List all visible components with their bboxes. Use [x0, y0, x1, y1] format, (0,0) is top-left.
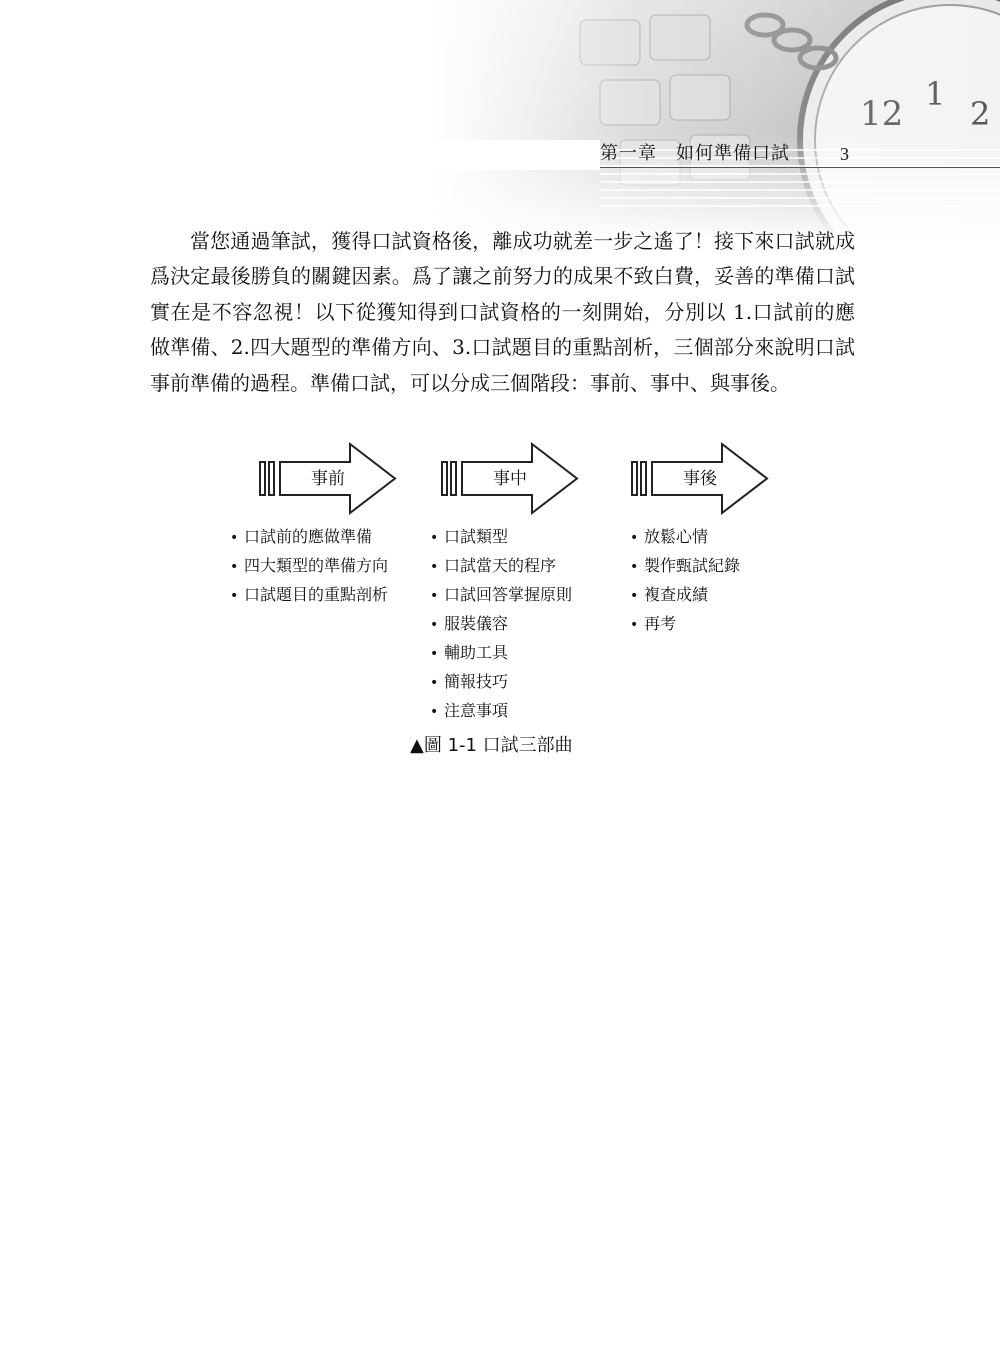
bullet: • [430, 530, 439, 546]
stage-label-during: 事中 [493, 469, 527, 489]
page-number: 3 [840, 144, 849, 164]
list-item: • 服裝儀容 [430, 609, 572, 638]
list-item: • 口試回答掌握原則 [430, 580, 572, 609]
chapter-title: 第一章 如何準備口試 [600, 143, 790, 164]
list-item: • 放鬆心情 [630, 522, 740, 551]
list-item: • 注意事項 [430, 696, 572, 725]
bullet: • [230, 559, 239, 575]
list-item: • 簡報技巧 [430, 667, 572, 696]
body-paragraph: 當您通過筆試，獲得口試資格後，離成功就差一步之遙了！接下來口試就成爲決定最後勝負的關鍵因素。爲了讓之前努力的成果不致白費，妥善的準備口試實在是不容忽視！以下從獲知得到口試資格的一刻開始，分別以 1.口試前的應做準備、2.四大題型的準備方向、3.口試題目的重點剖析，三個部分來說明口試事前準備的過程。準備口試，可以分成三個階段：事前、事中、與事後。 [150, 229, 855, 395]
list-item: • 製作甄試紀錄 [630, 551, 740, 580]
list-item: • 複查成績 [630, 580, 740, 609]
list-item: • 再考 [630, 609, 740, 638]
list-item: • 口試類型 [430, 522, 572, 551]
bullet: • [430, 559, 439, 575]
stage-list-during [430, 522, 572, 725]
bullet: • [430, 675, 439, 691]
bullet: • [430, 617, 439, 633]
stage-list-before [230, 522, 388, 609]
three-stage-diagram [220, 440, 780, 730]
list-item: • 口試前的應做準備 [230, 522, 388, 551]
bullet: • [430, 588, 439, 604]
bullet: • [430, 646, 439, 662]
list-item: • 口試當天的程序 [430, 551, 572, 580]
stage-label-before: 事前 [311, 469, 345, 489]
header-decorative-image [430, 0, 1000, 240]
list-item: • 口試題目的重點剖析 [230, 580, 388, 609]
list-item: • 輔助工具 [430, 638, 572, 667]
bullet: • [230, 530, 239, 546]
bullet: • [630, 617, 639, 633]
bullet: • [630, 559, 639, 575]
bullet: • [430, 704, 439, 720]
stage-label-after: 事後 [683, 469, 717, 489]
bullet: • [630, 530, 639, 546]
figure-caption: ▲圖 1-1 口試三部曲 [410, 735, 573, 756]
stage-list-after [630, 522, 740, 638]
bullet: • [230, 588, 239, 604]
list-item: • 四大類型的準備方向 [230, 551, 388, 580]
running-head [600, 139, 860, 169]
bullet: • [630, 588, 639, 604]
